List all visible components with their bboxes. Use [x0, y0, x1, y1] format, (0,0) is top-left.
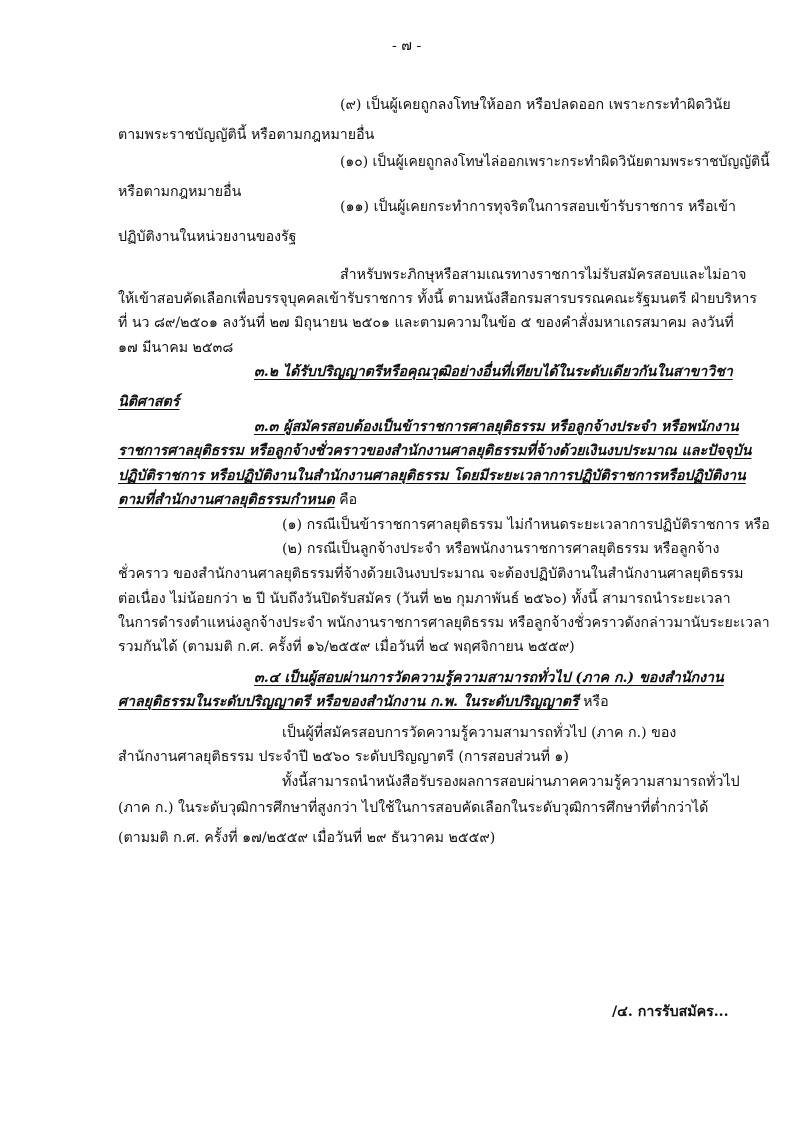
- section-3-3-item-2-line-4: ในการดำรงตำแหน่งลูกจ้างประจำ พนักงานราชการศาลยุติธรรม หรือลูกจ้างชั่วคราวดังกล่าวมานับระยะเวลา: [118, 615, 770, 631]
- continuation-footer: /๔. การรับสมัคร...: [612, 1004, 729, 1020]
- section-3-3-item-1: (๑) กรณีเป็นข้าราชการศาลยุติธรรม ไม่กำหนดระยะเวลาการปฏิบัติราชการ หรือ: [282, 517, 770, 533]
- item-10-line-2: หรือตามกฎหมายอื่น: [118, 184, 242, 200]
- item-10-line-1: (๑๐) เป็นผู้เคยถูกลงโทษไล่ออกเพราะกระทำผิดวินัยตามพระราชบัญญัตินี้: [340, 154, 770, 170]
- page-number: - ๗ -: [392, 38, 422, 54]
- section-3-3-heading-line-1: ๓.๓ ผู้สมัครสอบต้องเป็นข้าราชการศาลยุติธรรม หรือลูกจ้างประจำ หรือพนักงาน: [254, 419, 739, 435]
- section-3-3-heading-tail: ตามที่สำนักงานศาลยุติธรรมกำหนด: [118, 492, 335, 508]
- section-3-4-heading-line-2: [118, 692, 609, 712]
- section-3-3-heading-line-3: ปฏิบัติราชการ หรือปฏิบัติงานในสำนักงานศาลยุติธรรม โดยมีระยะเวลาการปฏิบัติราชการหรือปฏิบัติงาน: [118, 468, 746, 484]
- section-3-2-heading-line-2: นิติศาสตร์: [118, 394, 180, 410]
- section-3-3-heading-line-4: [118, 490, 357, 510]
- item-9-line-2: ตามพระราชบัญญัตินี้ หรือตามกฎหมายอื่น: [118, 127, 375, 143]
- section-3-3-heading-line-2: ราชการศาลยุติธรรม หรือลูกจ้างชั่วคราวของสำนักงานศาลยุติธรรมที่จ้างด้วยเงินงบประมาณ และปัจจุบัน: [118, 443, 752, 459]
- section-3-4-heading-tail: ศาลยุติธรรมในระดับปริญญาตรี หรือของสำนักงาน ก.พ. ในระดับปริญญาตรี: [118, 694, 579, 710]
- monk-paragraph-line-3: ที่ นว ๘๙/๒๕๐๑ ลงวันที่ ๒๗ มิถุนายน ๒๕๐๑ และตามความในข้อ ๕ ของคำสั่งมหาเถรสมาคม ลงวันที่: [118, 315, 734, 331]
- section-3-4-heading-line-1: ๓.๔ เป็นผู้สอบผ่านการวัดความรู้ความสามารถทั่วไป (ภาค ก.) ของสำนักงาน: [254, 670, 724, 686]
- item-9-line-1: (๙) เป็นผู้เคยถูกลงโทษให้ออก หรือปลดออก เพราะกระทำผิดวินัย: [340, 97, 731, 113]
- section-3-4-para-1-line-1: เป็นผู้ที่สมัครสอบการวัดความรู้ความสามารถทั่วไป (ภาค ก.) ของ: [282, 725, 677, 741]
- section-3-3-item-2-line-5: รวมกันได้ (ตามมติ ก.ศ. ครั้งที่ ๑๖/๒๕๕๙ เมื่อวันที่ ๒๔ พฤศจิกายน ๒๕๕๙): [118, 639, 575, 655]
- monk-paragraph-line-4: ๑๗ มีนาคม ๒๕๓๘: [118, 340, 234, 356]
- monk-paragraph-line-1: สำหรับพระภิกษุหรือสามเณรทางราชการไม่รับสมัครสอบและไม่อาจ: [340, 267, 747, 283]
- section-3-4-para-1-line-2: สำนักงานศาลยุติธรรม ประจำปี ๒๕๖๐ ระดับปริญญาตรี (การสอบส่วนที่ ๑): [118, 749, 569, 765]
- section-3-4-heading-suffix: หรือ: [578, 694, 609, 710]
- section-3-4-para-2-line-2: (ภาค ก.) ในระดับวุฒิการศึกษาที่สูงกว่า ไปใช้ในการสอบคัดเลือกในระดับวุฒิการศึกษาที่ต่ำกว่าได้: [118, 800, 709, 816]
- item-11-line-2: ปฏิบัติงานในหน่วยงานของรัฐ: [118, 229, 297, 245]
- section-3-3-item-2-line-1: (๒) กรณีเป็นลูกจ้างประจำ หรือพนักงานราชการศาลยุติธรรม หรือลูกจ้าง: [282, 541, 720, 557]
- monk-paragraph-line-2: ให้เข้าสอบคัดเลือกเพื่อบรรจุบุคคลเข้ารับราชการ ทั้งนี้ ตามหนังสือกรมสารบรรณคณะรัฐมนตรี ฝ่ายบริหาร: [118, 291, 758, 307]
- item-11-line-1: (๑๑) เป็นผู้เคยกระทำการทุจริตในการสอบเข้ารับราชการ หรือเข้า: [340, 199, 736, 215]
- section-3-3-item-2-line-2: ชั่วคราว ของสำนักงานศาลยุติธรรมที่จ้างด้วยเงินงบประมาณ จะต้องปฏิบัติงานในสำนักงานศาลยุติธรรม: [118, 566, 744, 582]
- section-3-3-item-2-line-3: ต่อเนื่อง ไม่น้อยกว่า ๒ ปี นับถึงวันปิดรับสมัคร (วันที่ ๒๒ กุมภาพันธ์ ๒๕๖๐) ทั้งนี้ สามารถนำระยะเวลา: [118, 591, 731, 607]
- section-3-4-para-2-line-1: ทั้งนี้สามารถนำหนังสือรับรองผลการสอบผ่านภาคความรู้ความสามารถทั่วไป: [282, 774, 740, 790]
- section-3-4-para-2-line-3: (ตามมติ ก.ศ. ครั้งที่ ๑๗/๒๕๕๙ เมื่อวันที่ ๒๙ ธันวาคม ๒๕๕๙): [118, 830, 496, 846]
- section-3-2-heading-line-1: ๓.๒ ได้รับปริญญาตรีหรือคุณวุฒิอย่างอื่นที่เทียบได้ในระดับเดียวกันในสาขาวิชา: [254, 364, 733, 380]
- section-3-3-heading-suffix: คือ: [334, 492, 358, 508]
